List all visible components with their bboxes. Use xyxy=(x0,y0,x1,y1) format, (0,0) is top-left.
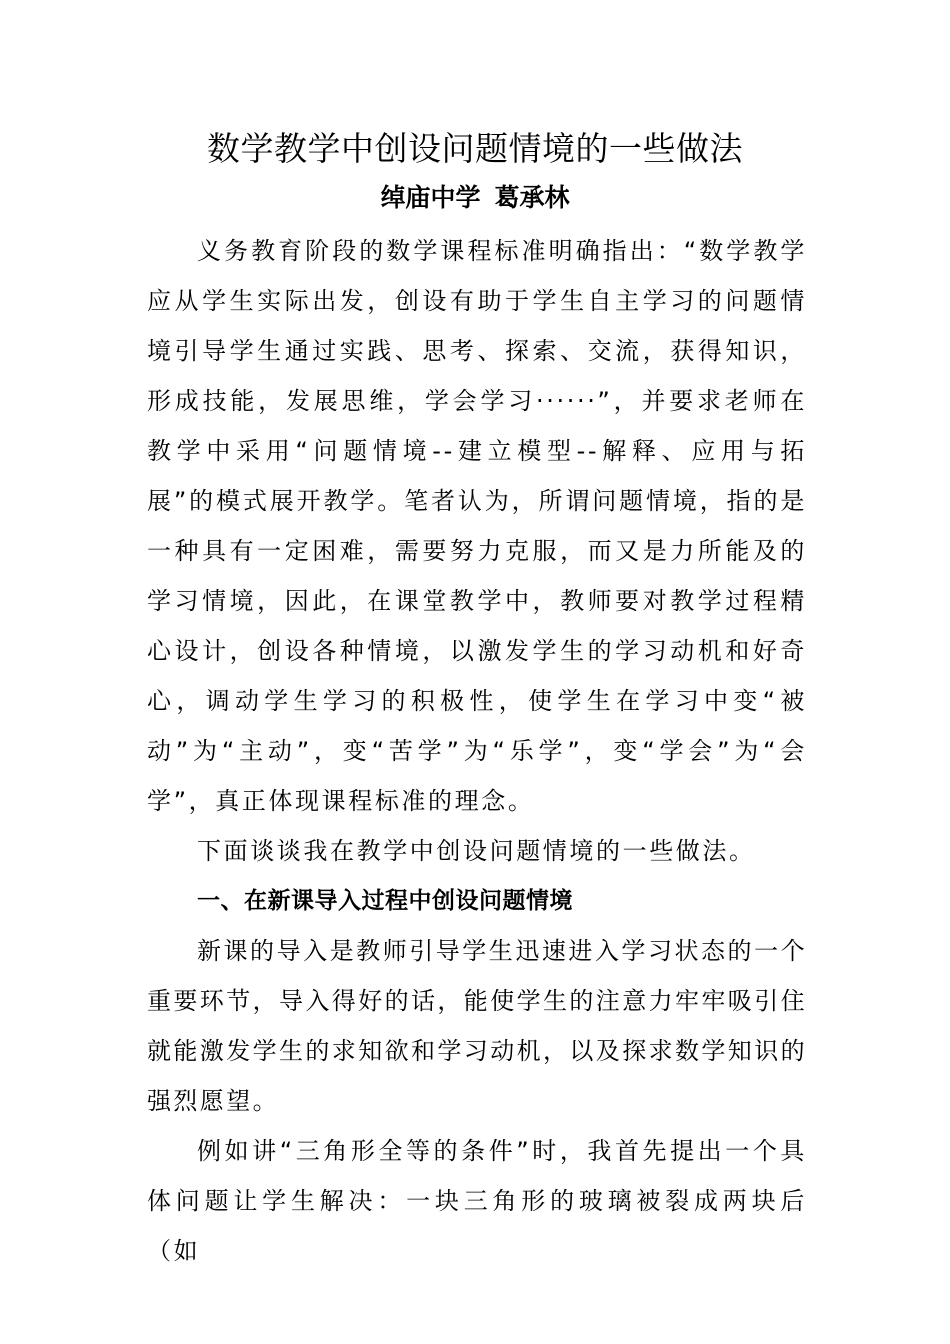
author-byline xyxy=(0,180,950,216)
school-name: 绰庙中学 xyxy=(380,183,481,212)
section-heading-1: 一、在新课导入过程中创设问题情境 xyxy=(197,888,573,914)
document-title: 数学教学中创设问题情境的一些做法 xyxy=(207,129,743,168)
transition-paragraph: 下面谈谈我在教学中创设问题情境的一些做法。 xyxy=(197,837,756,865)
author-name: 葛承林 xyxy=(494,183,570,212)
document-body xyxy=(147,226,807,1276)
example-paragraph: 例如讲“三角形全等的条件”时，我首先提出一个具体问题让学生解决：一块三角形的玻璃被裂成两块后（如 xyxy=(147,1137,807,1265)
section1-paragraph: 新课的导入是教师引导学生迅速进入学习状态的一个重要环节，导入得好的话，能使学生的注意力牢牢吸引住就能激发学生的求知欲和学习动机，以及探求数学知识的强烈愿望。 xyxy=(147,937,807,1115)
intro-paragraph: 义务教育阶段的数学课程标准明确指出：“数学教学应从学生实际出发，创设有助于学生自主学习的问题情境引导学生通过实践、思考、探索、交流，获得知识，形成技能，发展思维，学会学习······”，并要求老师在教学中采用“问题情境--建立模型--解释、应用与拓展”的模式展开教学。笔者认为，所谓问题情境，指的是一种具有一定困难，需要努力克服，而又是力所能及的学习情境，因此，在课堂教学中，教师要对教学过程精心设计，创设各种情境，以激发学生的学习动机和好奇心，调动学生学习的积极性，使学生在学习中变“被动”为“主动”，变“苦学”为“乐学”，变“学会”为“会学”，真正体现课程标准的理念。 xyxy=(147,237,807,815)
